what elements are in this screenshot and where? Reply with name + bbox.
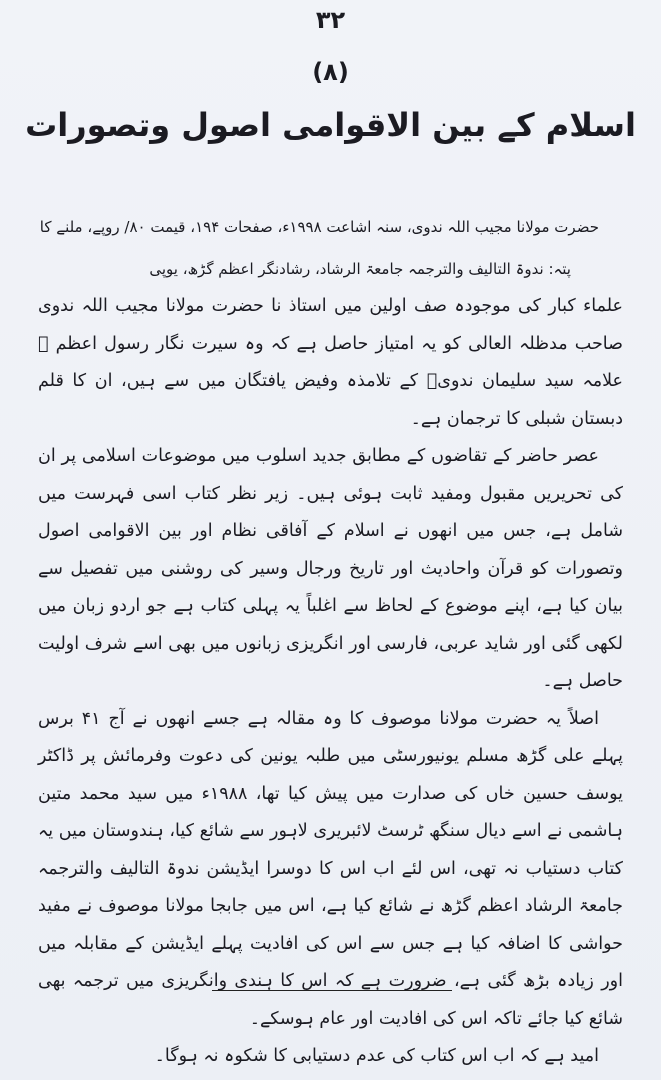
- closing-divider: [212, 990, 452, 991]
- review-body: [38, 288, 623, 1076]
- paragraph: امید ہے کہ اب اس کتاب کی عدم دستیابی کا شکوہ نہ ہوگا۔: [154, 1046, 599, 1066]
- paragraph: عصر حاضر کے تقاضوں کے مطابق جدید اسلوب میں موضوعات اسلامی پر ان کی تحریریں مقبول ومفید ثابت ہوئی ہیں۔ زیر نظر کتاب اسی فہرست میں شامل ہے، جس میں انھوں نے اسلام کے آفاقی نظام اور بین الاقوامی اصول وتصورات کو قرآن واحادیث اور تاریخ ورجال وسیر کی روشنی میں تفصیل سے بیان کیا ہے، اپنے موضوع کے لحاظ سے اغلباً یہ پہلی کتاب ہے جو اردو زبان میں لکھی گئی اور شاید عربی، فارسی اور انگریزی زبانوں میں بھی اسے شرف اولیت حاصل ہے۔: [38, 446, 623, 691]
- chapter-number: (۸): [312, 58, 349, 86]
- paragraph: اصلاً یہ حضرت مولانا موصوف کا وہ مقالہ ہے جسے انھوں نے آج ۴۱ برس پہلے علی گڑھ مسلم یونیورسٹی میں طلبہ یونین کی دعوت وفرمائش پر ڈاکٹر یوسف حسین خاں کی صدارت میں پیش کیا تھا، ۱۹۸۸ء میں سید محمد متین ہاشمی نے اسے دیال سنگھ ٹرسٹ لائبریری لاہور سے شائع کیا، ہندوستان میں یہ کتاب دستیاب نہ تھی، اس لئے اب اس کا دوسرا ایڈیشن ندوۃ التالیف والترجمہ جامعۃ الرشاد اعظم گڑھ نے شائع کیا ہے، اس میں جابجا مولانا موصوف نے مفید حواشی کا اضافہ کیا ہے جس سے اس کی افادیت پہلے ایڈیشن کے مقابلہ میں اور زیادہ بڑھ گئی ہے، ضرورت ہے کہ اس کا ہندی وانگریزی میں ترجمہ بھی شائع کیا جائے تاکہ اس کی افادیت اور عام ہوسکے۔: [38, 708, 623, 1029]
- chapter-title: اسلام کے بین الاقوامی اصول وتصورات: [25, 106, 636, 144]
- paragraph: علماء کبار کی موجودہ صف اولین میں استاذ نا حضرت مولانا مجیب اللہ ندوی صاحب مدظلہ العالی کو یہ امتیاز حاصل ہے کہ وہ سیرت نگار رسول اعظم ﷺ علامہ سید سلیمان ندویؒ کے تلامذہ وفیض یافتگان میں سے ہیں، ان کا قلم دبستان شبلی کا ترجمان ہے۔: [38, 296, 623, 429]
- page-number: ۳۲: [315, 6, 346, 34]
- publisher-address: پتہ: ندوۃ التالیف والترجمہ جامعۃ الرشاد، رشادنگر اعظم گڑھ، یوپی: [149, 260, 571, 278]
- book-details: حضرت مولانا مجیب اللہ ندوی، سنہ اشاعت ۱۹۹۸ء، صفحات ۱۹۴، قیمت ۸۰/ روپے، ملنے کا: [39, 218, 599, 236]
